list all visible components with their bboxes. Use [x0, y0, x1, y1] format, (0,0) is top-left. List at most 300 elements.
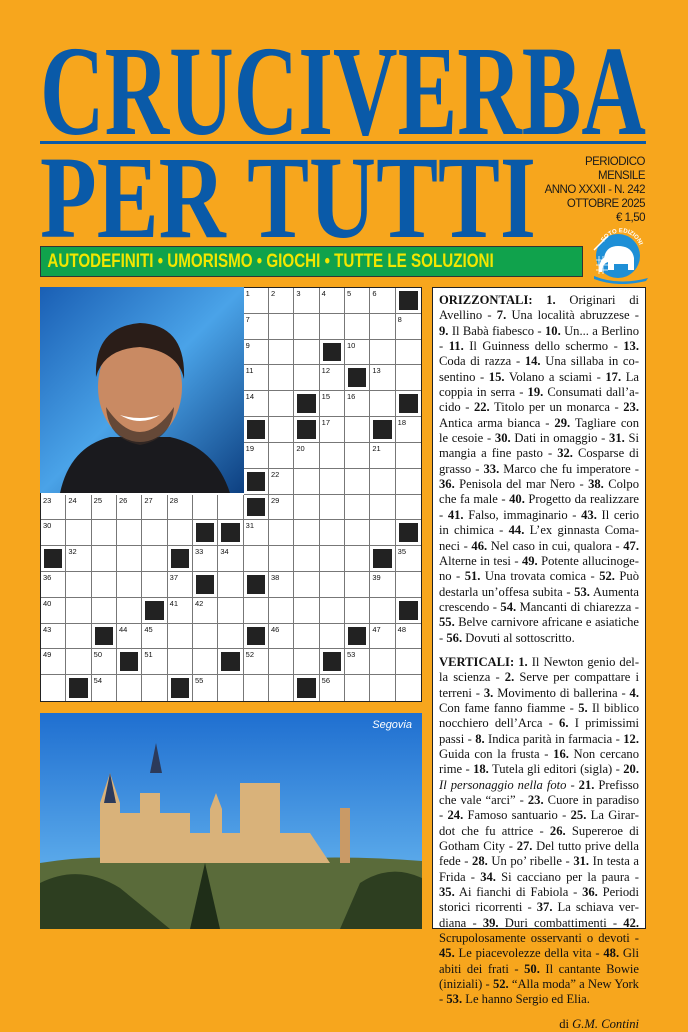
crossword-cell[interactable]: [269, 495, 294, 521]
crossword-cell[interactable]: [66, 520, 91, 546]
clue-number: 30: [43, 521, 52, 531]
clue-number: 16: [347, 392, 356, 402]
author-prefix: di: [559, 1016, 570, 1031]
crossword-cell[interactable]: [396, 417, 421, 443]
crossword-cell[interactable]: [294, 443, 319, 469]
crossword-cell[interactable]: [117, 598, 142, 624]
crossword-cell[interactable]: [345, 314, 370, 340]
clue-text: Penisola del mar Nero: [459, 477, 576, 492]
crossword-cell[interactable]: [41, 520, 66, 546]
crossword-cell[interactable]: [269, 598, 294, 624]
crossword-cell[interactable]: [269, 675, 294, 701]
black-cell: [294, 391, 319, 417]
crossword-cell[interactable]: [269, 288, 294, 314]
clue-number: 54.: [500, 599, 517, 614]
crossword-cell[interactable]: [168, 520, 193, 546]
crossword-cell[interactable]: [117, 495, 142, 521]
crossword-cell[interactable]: [41, 624, 66, 650]
crossword-cell[interactable]: [396, 314, 421, 340]
crossword-cell[interactable]: [370, 675, 395, 701]
crossword-cell[interactable]: [294, 624, 319, 650]
clue-text: La schiava verdiana: [439, 900, 639, 930]
segovia-castle-photo: [40, 713, 422, 929]
clue-number: 52: [245, 650, 254, 660]
crossword-cell[interactable]: [142, 520, 167, 546]
clue-number: 30.: [494, 431, 511, 446]
banner-text: AUTODEFINITI • UMORISMO • GIOCHI • TUTTE LE SOLUZIONI: [47, 251, 494, 272]
black-cell: [244, 572, 269, 598]
down-heading: VERTICALI:: [439, 654, 515, 669]
crossword-cell[interactable]: [41, 572, 66, 598]
clue-number: 53: [347, 650, 356, 660]
crossword-cell[interactable]: [168, 495, 193, 521]
crossword-cell[interactable]: [66, 624, 91, 650]
clue-number: 24: [68, 495, 77, 505]
crossword-cell[interactable]: [269, 340, 294, 366]
clue-text: Il Newton genio della scienza: [439, 654, 640, 685]
black-cell: [320, 340, 345, 366]
crossword-cell[interactable]: [345, 469, 370, 495]
clue-text: Con fame fanno fiamme: [439, 700, 566, 715]
crossword-cell[interactable]: [370, 340, 395, 366]
crossword-cell[interactable]: [294, 572, 319, 598]
crossword-cell[interactable]: [294, 495, 319, 521]
crossword-cell[interactable]: [193, 624, 218, 650]
clue-text: Tutela gli editori (sigla): [492, 762, 613, 777]
clue-number: 6: [372, 289, 377, 298]
crossword-cell[interactable]: [269, 469, 294, 495]
clue-number: 29.: [554, 415, 571, 430]
crossword-cell[interactable]: [370, 314, 395, 340]
crossword-cell[interactable]: [345, 443, 370, 469]
clue-number: 1.: [546, 293, 556, 307]
crossword-cell[interactable]: [142, 675, 167, 701]
crossword-cell[interactable]: [320, 546, 345, 572]
crossword-cell[interactable]: [269, 624, 294, 650]
black-cell: [142, 598, 167, 624]
clue-text: Supereroe di Gotham City: [439, 823, 639, 854]
clue-number: 52.: [492, 977, 509, 992]
clue-number: 17.: [605, 369, 622, 384]
crossword-cell[interactable]: [218, 572, 243, 598]
crossword-cell[interactable]: [244, 340, 269, 366]
crossword-cell[interactable]: [66, 649, 91, 675]
black-cell: [320, 649, 345, 675]
black-cell: [92, 624, 117, 650]
crossword-cell[interactable]: [320, 443, 345, 469]
crossword-cell[interactable]: [168, 598, 193, 624]
crossword-cell[interactable]: [193, 546, 218, 572]
clue-number: 52.: [599, 569, 615, 584]
clue-text: Movimento di ballerina: [497, 685, 618, 700]
clue-text: Alterne in tesi: [439, 553, 511, 568]
clue-number: 36: [43, 572, 52, 582]
clue-text: Una sillaba in cosentino: [439, 354, 640, 384]
crossword-cell[interactable]: [320, 495, 345, 521]
crossword-cell[interactable]: [396, 546, 421, 572]
crossword-cell[interactable]: [269, 572, 294, 598]
clue-number: 21: [372, 443, 381, 453]
crossword-cell[interactable]: [117, 546, 142, 572]
crossword-cell[interactable]: [396, 624, 421, 650]
clue-number: 27.: [516, 839, 533, 854]
black-cell: [244, 624, 269, 650]
magazine-title-line2: [38, 148, 538, 240]
clue-number: 7.: [496, 308, 507, 323]
clue-number: 45: [144, 624, 153, 634]
crossword-cell[interactable]: [66, 495, 91, 521]
crossword-cell[interactable]: [218, 598, 243, 624]
clue-number: 39.: [482, 915, 499, 930]
issue-periodicity: PERIODICO: [584, 156, 645, 168]
clue-number: 41.: [447, 507, 464, 522]
clue-number: 6.: [559, 716, 569, 731]
crossword-cell[interactable]: [92, 520, 117, 546]
black-cell: [396, 288, 421, 314]
clue-text: La coppia in serra: [439, 369, 639, 400]
crossword-cell[interactable]: [244, 365, 269, 391]
black-cell: [396, 391, 421, 417]
crossword-cell[interactable]: [345, 649, 370, 675]
clue-number: 40.: [509, 492, 525, 507]
clue-number: 34: [220, 547, 229, 557]
crossword-cell[interactable]: [244, 314, 269, 340]
crossword-cell[interactable]: [269, 391, 294, 417]
crossword-cell[interactable]: [396, 572, 421, 598]
clue-text: Prefisso che vale “arci”: [439, 777, 639, 807]
clue-number: 35: [397, 547, 406, 557]
crossword-cell[interactable]: [66, 546, 91, 572]
crossword-cell[interactable]: [244, 598, 269, 624]
clue-number: 39: [372, 572, 381, 582]
clue-text: Si mangia a fine pasto: [439, 431, 639, 461]
clue-text: Indica parità in farmacia: [488, 731, 613, 746]
crossword-cell[interactable]: [66, 598, 91, 624]
clue-number: 13.: [623, 339, 639, 354]
crossword-cell[interactable]: [370, 572, 395, 598]
crossword-cell[interactable]: [244, 391, 269, 417]
black-cell: [41, 546, 66, 572]
crossword-cell[interactable]: [294, 649, 319, 675]
clue-number: 8: [397, 314, 402, 324]
black-cell: [66, 675, 91, 701]
clue-text: Falso, immaginario: [468, 507, 568, 522]
crossword-cell[interactable]: [269, 417, 294, 443]
clue-text: I primissimi passi: [439, 716, 639, 746]
clue-text: Una località abruzzese: [511, 308, 630, 323]
crossword-cell[interactable]: [345, 520, 370, 546]
clue-number: 49: [43, 650, 52, 660]
clue-number: 22.: [473, 400, 490, 415]
clue-number: 7: [245, 314, 250, 324]
clue-number: 49.: [521, 553, 538, 568]
crossword-cell[interactable]: [244, 546, 269, 572]
crossword-cell[interactable]: [41, 675, 66, 701]
clue-number: 38.: [588, 477, 604, 492]
crossword-cell[interactable]: [320, 417, 345, 443]
crossword-cell[interactable]: [370, 520, 395, 546]
clue-text: Gli abiti dei frati: [439, 946, 639, 976]
crossword-cell[interactable]: [244, 675, 269, 701]
clue-number: 41: [169, 598, 178, 608]
crossword-cell[interactable]: [370, 443, 395, 469]
crossword-cell[interactable]: [193, 675, 218, 701]
crossword-cell[interactable]: [269, 365, 294, 391]
crossword-cell[interactable]: [370, 469, 395, 495]
clue-number: 28: [169, 495, 178, 505]
crossword-cell[interactable]: [244, 649, 269, 675]
crossword-cell[interactable]: [370, 649, 395, 675]
crossword-cell[interactable]: [294, 469, 319, 495]
clue-number: 34.: [480, 869, 496, 884]
crossword-cell[interactable]: [92, 598, 117, 624]
clue-text: Può destarla un’offesa subita: [439, 569, 639, 599]
issue-number: ANNO XXXII - N. 242: [544, 184, 645, 196]
crossword-cell[interactable]: [320, 572, 345, 598]
crossword-cell[interactable]: [396, 675, 421, 701]
clue-number: 18: [397, 418, 406, 428]
crossword-cell[interactable]: [345, 495, 370, 521]
clue-number: 53.: [446, 992, 463, 1007]
clue-text: Dati in omaggio: [514, 431, 598, 446]
clue-text: Il cerio in chimica: [439, 507, 640, 538]
crossword-cell[interactable]: [345, 391, 370, 417]
clue-number: 20.: [623, 762, 639, 777]
clue-number: 15.: [488, 369, 505, 384]
black-cell: [396, 598, 421, 624]
black-cell: [345, 365, 370, 391]
crossword-cell[interactable]: [320, 314, 345, 340]
crossword-cell[interactable]: [168, 649, 193, 675]
clue-text: Il Guinness dello schermo: [469, 339, 609, 354]
clue-number: 11: [245, 366, 254, 376]
crossword-cell[interactable]: [117, 624, 142, 650]
crossword-cell[interactable]: [345, 598, 370, 624]
clue-number: 48.: [603, 946, 620, 961]
crossword-cell[interactable]: [396, 469, 421, 495]
clue-text: Si cacciano per la paura: [501, 869, 630, 884]
clue-number: 36.: [439, 477, 455, 492]
crossword-cell[interactable]: [396, 365, 421, 391]
black-cell: [370, 546, 395, 572]
crossword-cell[interactable]: [320, 520, 345, 546]
photo-caption: Segovia: [372, 719, 412, 731]
clue-number: 38: [271, 572, 280, 582]
clue-number: 4.: [629, 685, 639, 700]
crossword-cell[interactable]: [117, 675, 142, 701]
crossword-cell[interactable]: [345, 288, 370, 314]
contents-banner: [40, 246, 583, 277]
black-cell: [294, 417, 319, 443]
celebrity-portrait-photo: [40, 287, 244, 493]
clue-text: Belve carnivore africane e asiatiche: [458, 615, 640, 630]
clue-number: 53.: [574, 584, 590, 599]
crossword-cell[interactable]: [294, 340, 319, 366]
crossword-cell[interactable]: [193, 495, 218, 521]
crossword-cell[interactable]: [41, 495, 66, 521]
clue-number: 36.: [582, 885, 598, 900]
crossword-cell[interactable]: [117, 520, 142, 546]
crossword-cell[interactable]: [345, 572, 370, 598]
crossword-cell[interactable]: [117, 572, 142, 598]
clue-number: 50: [93, 650, 102, 660]
clue-text: Famoso santuario: [467, 808, 558, 823]
clue-number: 32: [68, 547, 77, 557]
clue-number: 26.: [549, 823, 566, 838]
crossword-cell[interactable]: [396, 340, 421, 366]
clue-text: Le hanno Sergio ed Elia.: [465, 992, 590, 1007]
crossword-cell[interactable]: [396, 649, 421, 675]
publisher-elephant-logo: [588, 228, 650, 284]
clue-text: Consumati dall’acido: [439, 385, 639, 415]
crossword-cell[interactable]: [294, 546, 319, 572]
clue-number: 51: [144, 650, 153, 660]
crossword-cell[interactable]: [370, 288, 395, 314]
clue-text: Non cercano rime: [439, 746, 640, 777]
clue-text: Duri combattimenti: [504, 915, 607, 930]
crossword-cell[interactable]: [320, 391, 345, 417]
clue-number: 3.: [483, 685, 494, 700]
clue-text: Le piacevolezze della vita: [458, 946, 592, 961]
crossword-cell[interactable]: [193, 649, 218, 675]
clue-text: Il cantante Bowie (iniziali): [439, 961, 640, 992]
crossword-cell[interactable]: [269, 520, 294, 546]
clue-number: 17: [321, 418, 330, 428]
crossword-cell[interactable]: [370, 624, 395, 650]
crossword-cell[interactable]: [142, 546, 167, 572]
black-cell: [193, 572, 218, 598]
crossword-cell[interactable]: [370, 391, 395, 417]
black-cell: [345, 624, 370, 650]
clue-number: 10.: [544, 323, 561, 338]
crossword-cell[interactable]: [294, 520, 319, 546]
issue-info: [545, 155, 645, 225]
clue-number: 33.: [483, 461, 500, 476]
crossword-cell[interactable]: [320, 469, 345, 495]
crossword-cell[interactable]: [345, 675, 370, 701]
crossword-cell[interactable]: [92, 495, 117, 521]
crossword-cell[interactable]: [269, 649, 294, 675]
clue-number: 33: [195, 547, 204, 557]
black-cell: [244, 495, 269, 521]
crossword-cell[interactable]: [244, 520, 269, 546]
crossword-cell[interactable]: [370, 598, 395, 624]
crossword-cell[interactable]: [320, 288, 345, 314]
clue-number: 12.: [623, 731, 639, 746]
crossword-cell[interactable]: [370, 365, 395, 391]
castle-illustration: [40, 713, 422, 929]
clue-number: 40: [43, 598, 52, 608]
clue-number: 4: [321, 289, 326, 298]
author-name: G.M. Contini: [572, 1016, 639, 1031]
crossword-cell[interactable]: [320, 598, 345, 624]
crossword-cell[interactable]: [193, 598, 218, 624]
crossword-cell[interactable]: [142, 495, 167, 521]
crossword-cell[interactable]: [269, 546, 294, 572]
title-text: PER TUTTI: [40, 148, 536, 240]
crossword-cell[interactable]: [41, 598, 66, 624]
crossword-cell[interactable]: [142, 572, 167, 598]
crossword-cell[interactable]: [370, 495, 395, 521]
crossword-cell[interactable]: [294, 598, 319, 624]
clue-number: 23: [43, 495, 52, 505]
crossword-cell[interactable]: [396, 443, 421, 469]
clue-number: 44: [119, 624, 128, 634]
crossword-cell[interactable]: [218, 624, 243, 650]
clue-text: In testa a Frida: [439, 854, 639, 884]
crossword-cell[interactable]: [168, 624, 193, 650]
crossword-cell[interactable]: [92, 675, 117, 701]
crossword-cell[interactable]: [244, 288, 269, 314]
crossword-cell[interactable]: [218, 675, 243, 701]
clues-panel: [432, 287, 646, 1031]
crossword-cell[interactable]: [142, 624, 167, 650]
black-cell: [244, 469, 269, 495]
crossword-cell[interactable]: [92, 546, 117, 572]
crossword-cell[interactable]: [396, 495, 421, 521]
clue-number: 12: [321, 366, 330, 376]
clue-number: 2: [271, 289, 276, 298]
crossword-cell[interactable]: [92, 572, 117, 598]
across-clues: ORIZZONTALI: 1. Originari di Avellino - 7. Una località abruzzese - 9. Il Babà fiabesco - 10. Un... a Berlino - 11. Il Guinness dello schermo - 13. Coda di razza - 14. Una sillaba in cosentino - 15. Volano a sciami - 17. La coppia in serra - 19. Consumati dall’acido - 22. Titolo per un monarca - 23. Antica arma bianca - 29. Tagliare con le cesoie - 30. Dati in omaggio - 31. Si mangia a fine pasto - 32. Cosparse di grasso - 33. Marco che fu imperatore - 36. Penisola del mar Nero - 38. Colpo che fa male - 40. Progetto da realizzare - 41. Falso, immaginario - 43. Il cerio in chimica - 44. L’ex ginnasta Comaneci - 46. Nel caso in cui, qualora - 47. Alterne in tesi - 49. Potente allucinogeno - 51. Una trovata comica - 52. Può destarla un’offesa subita - 53. Aumenta crescendo - 54. Mancanti di chiarezza - 55. Belve carnivore africane e asiatiche - 56. Dovuti al sottoscritto.: [439, 293, 640, 645]
clue-number: 31.: [573, 854, 590, 869]
crossword-cell[interactable]: [320, 365, 345, 391]
crossword-cell[interactable]: [294, 288, 319, 314]
crossword-cell[interactable]: [294, 365, 319, 391]
clue-text: Mancanti di chiarezza: [519, 599, 632, 614]
crossword-cell[interactable]: [345, 546, 370, 572]
clue-text: Tagliare con le cesoie: [439, 415, 639, 446]
crossword-cell[interactable]: [41, 649, 66, 675]
crossword-cell[interactable]: [269, 314, 294, 340]
clue-number: 3: [296, 289, 301, 298]
clue-text: L’ex ginnasta Comaneci: [439, 523, 639, 553]
crossword-cell[interactable]: [345, 340, 370, 366]
clue-number: 25.: [570, 808, 587, 823]
clue-text: Cuore in paradiso: [547, 793, 639, 807]
clue-number: 2.: [504, 670, 515, 685]
clue-number: 56: [321, 676, 330, 686]
clue-number: 22: [271, 469, 280, 479]
clue-number: 15: [321, 392, 330, 402]
black-cell: [117, 649, 142, 675]
crossword-cell[interactable]: [218, 495, 243, 521]
crossword-cell[interactable]: [218, 546, 243, 572]
clue-number: 46.: [471, 538, 488, 553]
clue-number: 48: [397, 624, 406, 634]
crossword-cell[interactable]: [66, 572, 91, 598]
crossword-cell[interactable]: [320, 675, 345, 701]
clue-number: 46: [271, 624, 280, 634]
crossword-cell[interactable]: [320, 624, 345, 650]
down-clues: VERTICALI: 1. Il Newton genio della scienza - 2. Serve per compattare i terreni - 3. Movimento di ballerina - 4. Con fame fanno fiamme - 5. Il biblico nocchiero dell’Arca - 6. I primissimi passi - 8. Indica parità in farmacia - 12. Guida con la frusta - 16. Non cercano rime - 18. Tutela gli editori (sigla) - 20. Il personaggio nella foto - 21. Prefisso che vale “arci” - 23. Cuore in paradiso - 24. Famoso santuario - 25. La Girardot che fu attrice - 26. Supereroe di Gotham City - 27. Del tutto prive della fede - 28. Un po’ ribelle - 31. In testa a Frida - 34. Si cacciano per la paura - 35. Ai fianchi di Fabiola - 36. Periodi storici ricorrenti - 37. La schiava verdiana - 39. Duri combattimenti - 42. Scrupolosamente osservanti o devoti - 45. Le piacevolezze della vita - 48. Gli abiti dei frati - 50. Il cantante Bowie (iniziali) - 52. “Alla moda” a New York - 53. Le hanno Sergio ed Elia.: [439, 654, 640, 1007]
title-divider: [40, 141, 646, 144]
crossword-cell[interactable]: [294, 314, 319, 340]
crossword-cell[interactable]: [168, 572, 193, 598]
black-cell: [244, 417, 269, 443]
crossword-cell[interactable]: [92, 649, 117, 675]
clue-text: “Alla moda” a New York: [511, 977, 639, 992]
crossword-cell[interactable]: [142, 649, 167, 675]
crossword-cell[interactable]: [244, 443, 269, 469]
crossword-cell[interactable]: [269, 443, 294, 469]
clue-text: Antica arma bianca: [439, 415, 541, 430]
clue-text: Guida con la frusta: [439, 746, 540, 761]
author-credit: [439, 1017, 639, 1032]
clue-number: 19.: [527, 385, 544, 400]
clue-number: 14.: [524, 354, 541, 369]
crossword-cell[interactable]: [345, 417, 370, 443]
